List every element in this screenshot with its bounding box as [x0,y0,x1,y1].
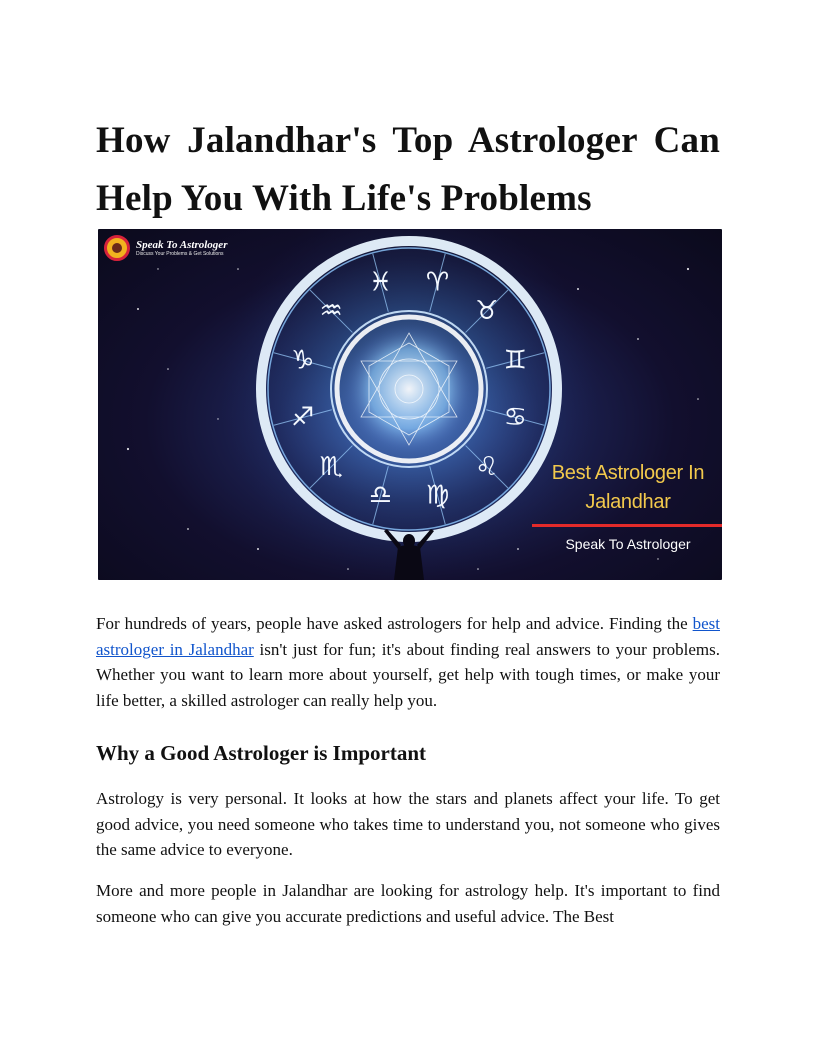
zodiac-wheel-illustration [98,229,722,580]
hero-subtitle: Speak To Astrologer [565,536,691,552]
section-heading-why-good-astrologer: Why a Good Astrologer is Important [96,741,426,765]
hero-divider [532,524,722,527]
zodiac-symbol-icon: ♓ [368,267,393,298]
hero-headline-line1: Best Astrologer In [551,462,705,484]
brand-name: Speak To Astrologer [136,238,228,251]
intro-text-start: For hundreds of years, people have asked astrologers for help and advice. Finding the [96,614,693,633]
brand-logo-icon [104,235,130,261]
hero-headline [533,459,722,517]
brand-lockup [104,235,227,261]
zodiac-symbol-icon: ♌ [475,451,499,482]
zodiac-symbol-icon: ♏ [319,451,343,482]
intro-paragraph [96,611,720,713]
body-paragraph-1: Astrology is very personal. It looks at how the stars and planets affect your life. To get good advice, you need someone who takes time to understand you, not someone who gives the same advice to everyone. [96,789,720,859]
zodiac-symbol-icon: ♒ [319,296,343,327]
article-title: How Jalandhar's Top Astrologer Can Help You With Life's Problems [96,120,720,219]
zodiac-symbol-icon: ♈ [425,267,450,298]
zodiac-symbol-icon: ♋ [503,402,527,433]
zodiac-symbol-icon: ♍ [425,480,450,511]
intro-text-end: isn't just for fun; it's about finding real answers to your problems. Whether you want to learn more about yourself, get help with tough times, or make your life better, a skilled astrologer can really help you. [96,639,720,710]
brand-tagline: Discuss Your Problems & Get Solutions [136,250,224,257]
zodiac-symbol-icon: ♉ [475,296,499,327]
zodiac-symbol-icon: ♑ [291,345,315,376]
hero-headline-line2: Jalandhar [585,491,671,513]
zodiac-symbol-icon: ♐ [291,402,315,433]
zodiac-symbol-icon: ♎ [368,480,393,511]
hero-image [98,229,722,580]
zodiac-symbol-icon: ♊ [503,345,527,376]
best-astrologer-link[interactable]: best astrologer in Jalandhar [96,614,720,659]
body-paragraph-2: More and more people in Jalandhar are looking for astrology help. It's important to find someone who can give you accurate predictions and useful advice. The Best [96,881,720,926]
